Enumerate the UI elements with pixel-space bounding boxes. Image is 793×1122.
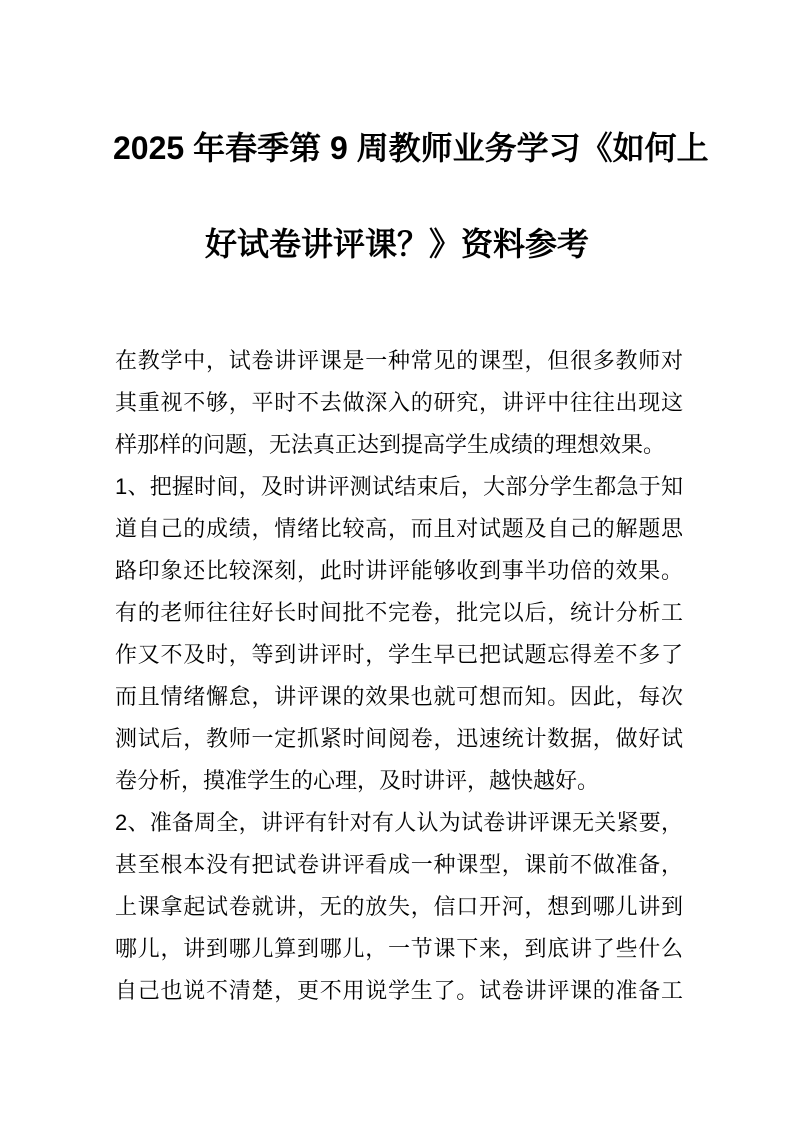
body-line: 作又不及时，等到讲评时，学生早已把试题忘得差不多了 xyxy=(115,642,683,667)
body-line: 样那样的问题，无法真正达到提高学生成绩的理想效果。 xyxy=(115,432,666,457)
body-line: 其重视不够，平时不去做深入的研究，讲评中往往出现这 xyxy=(115,390,683,415)
body-line: 在教学中，试卷讲评课是一种常见的课型，但很多教师对 xyxy=(115,348,683,373)
body-line: 道自己的成绩，情绪比较高，而且对试题及自己的解题思 xyxy=(115,516,683,541)
document-body xyxy=(115,340,683,1012)
body-line: 1、把握时间，及时讲评测试结束后，大部分学生都急于知 xyxy=(115,474,683,499)
body-line: 而且情绪懈怠，讲评课的效果也就可想而知。因此，每次 xyxy=(115,684,683,709)
body-line: 测试后，教师一定抓紧时间阅卷，迅速统计数据，做好试 xyxy=(115,726,683,751)
paragraph-point-2 xyxy=(115,802,683,1012)
body-line: 甚至根本没有把试卷讲评看成一种课型，课前不做准备， xyxy=(115,852,683,877)
paragraph-intro xyxy=(115,340,683,466)
body-line: 有的老师往往好长时间批不完卷，批完以后，统计分析工 xyxy=(115,600,683,625)
body-line: 自己也说不清楚，更不用说学生了。试卷讲评课的准备工 xyxy=(115,978,683,1003)
body-line: 上课拿起试卷就讲，无的放失，信口开河，想到哪儿讲到 xyxy=(115,894,683,919)
body-line: 2、准备周全，讲评有针对有人认为试卷讲评课无关紧要， xyxy=(115,810,683,835)
paragraph-point-1 xyxy=(115,466,683,802)
body-line: 卷分析，摸准学生的心理，及时讲评，越快越好。 xyxy=(115,768,600,793)
document-title xyxy=(113,100,709,292)
title-line-2: 好试卷讲评课？》资料参考 xyxy=(204,226,589,262)
body-line: 哪儿，讲到哪儿算到哪儿，一节课下来，到底讲了些什么 xyxy=(115,936,683,961)
body-line: 路印象还比较深刻，此时讲评能够收到事半功倍的效果。 xyxy=(115,558,683,583)
title-line-1: 2025 年春季第 9 周教师业务学习《如何上 xyxy=(113,130,709,166)
